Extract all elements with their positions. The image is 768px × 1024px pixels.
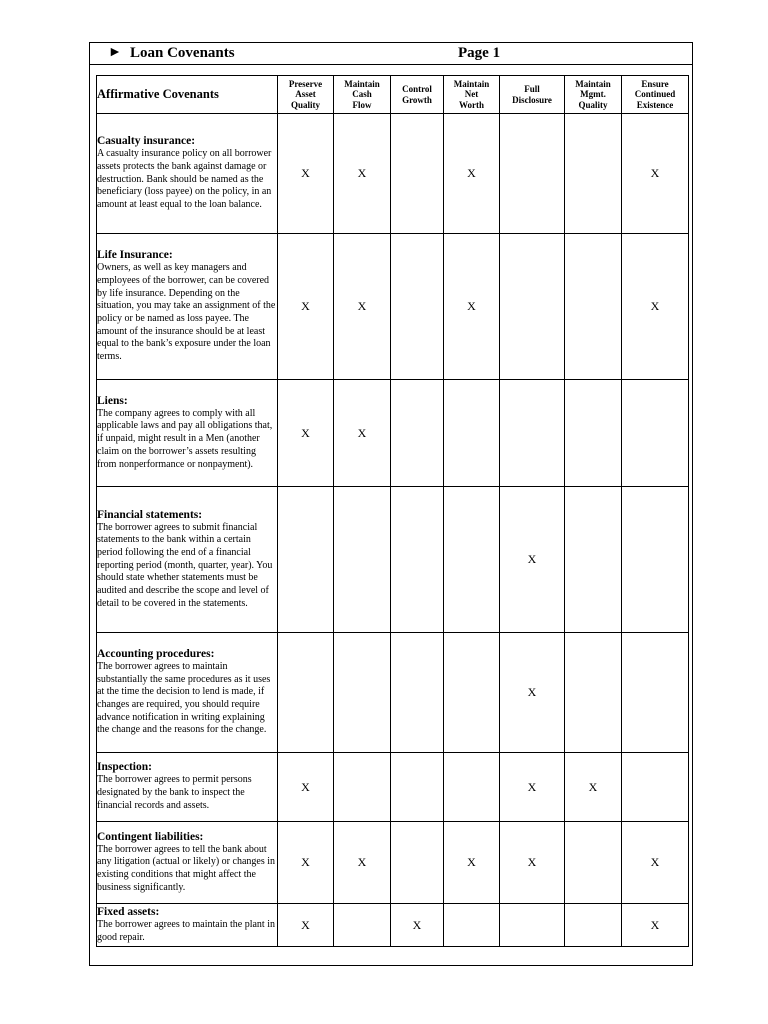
column-header-line: Maintain [453,78,490,89]
covenant-description [97,234,278,380]
column-header [565,76,622,114]
page-title: Loan Covenants [130,45,235,61]
x-mark: X [301,917,310,932]
mark-cell [622,633,689,753]
column-header-line: Growth [402,94,432,105]
mark-cell [444,234,500,380]
mark-cell [278,633,334,753]
mark-cell [334,753,391,822]
table-row [97,904,689,947]
x-mark: X [527,552,537,566]
mark-cell [500,114,565,234]
column-header-line: Full [524,84,540,94]
x-mark: X [301,779,310,794]
x-mark: X [650,855,660,869]
mark-cell [565,753,622,822]
mark-cell [622,753,689,822]
mark-cell [444,114,500,234]
mark-cell [444,487,500,633]
mark-cell [278,380,334,487]
column-header-line: Continued [634,89,676,100]
x-mark: X [357,299,367,313]
mark-cell [500,904,565,947]
column-header-line: Quality [290,99,320,110]
mark-cell [391,487,444,633]
x-mark: X [301,855,310,869]
page-number: Page 1 [458,45,501,61]
covenant-body: The company agrees to comply with all applicable laws and pay all obligations that, if unpaid, might result in a Men (another claim on the borrower’s assets resulting from nonperformance or nonpayment). [97,407,273,470]
mark-cell [622,380,689,487]
mark-cell [622,114,689,234]
column-header-line: Cash [352,89,372,100]
mark-cell [278,234,334,380]
covenant-title: Contingent liabilities: [97,830,204,843]
covenants-table [96,75,689,947]
x-mark: X [527,779,537,794]
covenant-title: Inspection: [97,761,152,774]
covenant-body: Owners, as well as key managers and employees of the borrower, can be covered by life insurance. Depending on the situation, you may take an assignment of the policy or be named as loss payee. The amount of the insurance should be at least equal to the bank’s exposure under the loan terms. [97,262,276,363]
column-header-line: Mgmt. [580,89,606,100]
table-row [97,487,689,633]
mark-cell [278,487,334,633]
mark-cell [565,380,622,487]
x-mark: X [357,166,367,180]
column-header-line: Worth [458,99,484,110]
covenant-body: The borrower agrees to permit persons designated by the bank to inspect the financial records and assets. [97,774,252,811]
column-header-line: Maintain [575,78,611,89]
mark-cell [391,380,444,487]
covenant-title: Fixed assets: [97,905,160,918]
mark-cell [444,753,500,822]
covenant-description [97,380,278,487]
table-header-row [97,76,689,114]
column-header-line: Quality [578,99,608,110]
x-mark: X [301,166,310,180]
x-mark: X [588,779,598,794]
mark-cell [391,633,444,753]
mark-cell [391,753,444,822]
mark-cell [334,234,391,380]
x-mark: X [527,685,537,699]
mark-cell [444,380,500,487]
mark-cell [500,633,565,753]
covenant-title: Life Insurance: [97,249,173,262]
x-mark: X [650,299,660,313]
x-mark: X [467,299,476,313]
mark-cell [565,487,622,633]
mark-cell [500,822,565,904]
column-header-line: Disclosure [512,94,552,105]
x-mark: X [357,425,367,440]
mark-cell [500,234,565,380]
arrow-icon: ► [108,45,122,60]
x-mark: X [467,855,476,869]
x-mark: X [467,166,476,180]
column-header-line: Control [402,84,432,94]
mark-cell [444,822,500,904]
column-header-line: Asset [295,89,316,100]
mark-cell [565,822,622,904]
x-mark: X [301,425,310,440]
x-mark: X [650,917,660,932]
mark-cell [334,822,391,904]
column-header-line: Net [464,89,479,100]
mark-cell [391,234,444,380]
mark-cell [622,487,689,633]
covenant-body: A casualty insurance policy on all borrower assets protects the bank against damage or destruction. Bank should be named as the beneficiary (loss payee) on the policy, in an amount at least equal to the loan balance. [97,148,272,211]
mark-cell [391,114,444,234]
column-header-line: Flow [352,99,372,110]
covenant-description [97,114,278,234]
mark-cell [500,380,565,487]
mark-cell [622,904,689,947]
covenant-title: Liens: [97,394,128,407]
mark-cell [334,487,391,633]
x-mark: X [357,855,367,869]
column-header-line: Preserve [288,78,323,89]
mark-cell [391,904,444,947]
mark-cell [278,904,334,947]
mark-cell [500,753,565,822]
x-mark: X [301,299,310,313]
covenant-description [97,487,278,633]
x-mark: X [650,166,660,180]
column-header-line: Ensure [641,78,669,89]
table-row [97,380,689,487]
page-header [90,43,692,65]
mark-cell [565,633,622,753]
covenant-description [97,822,278,904]
covenant-title: Accounting procedures: [97,647,215,660]
table-row [97,633,689,753]
mark-cell [334,114,391,234]
covenant-title: Casualty insurance: [97,135,196,148]
column-header-affirmative-covenants: Affirmative Covenants [97,76,278,114]
mark-cell [334,904,391,947]
mark-cell [334,633,391,753]
table-row [97,822,689,904]
covenant-body: The borrower agrees to maintain substantially the same procedures as it uses at the time the decision to lend is made, if changes are required, you should require advance notification in writing explaining the change and the reasons for the change. [97,660,271,736]
mark-cell [565,114,622,234]
mark-cell [565,904,622,947]
x-mark: X [412,917,422,932]
covenant-description [97,904,278,947]
mark-cell [334,380,391,487]
covenant-description [97,753,278,822]
mark-cell [278,822,334,904]
column-header [622,76,689,114]
mark-cell [278,114,334,234]
x-mark: X [527,855,537,869]
mark-cell [500,487,565,633]
column-header [444,76,500,114]
column-header [278,76,334,114]
mark-cell [565,234,622,380]
mark-cell [391,822,444,904]
column-header-line: Maintain [344,78,380,89]
covenant-title: Financial statements: [97,508,203,521]
mark-cell [278,753,334,822]
column-header [334,76,391,114]
covenant-description [97,633,278,753]
covenant-body: The borrower agrees to tell the bank about any litigation (actual or likely) or changes in existing conditions that might affect the business significantly. [97,843,275,893]
column-header [391,76,444,114]
table-row [97,114,689,234]
column-header [500,76,565,114]
covenant-body: The borrower agrees to submit financial statements to the bank within a certain period following the end of a financial reporting period (month, quarter, year). You should state whether statements must be audited and describe the scope and level of detail to be covered in the statements. [97,521,273,609]
table-row [97,753,689,822]
table-row [97,234,689,380]
column-header-line: Existence [636,99,674,110]
covenant-body: The borrower agrees to maintain the plant in good repair. [97,918,275,943]
mark-cell [444,633,500,753]
mark-cell [622,234,689,380]
mark-cell [444,904,500,947]
mark-cell [622,822,689,904]
